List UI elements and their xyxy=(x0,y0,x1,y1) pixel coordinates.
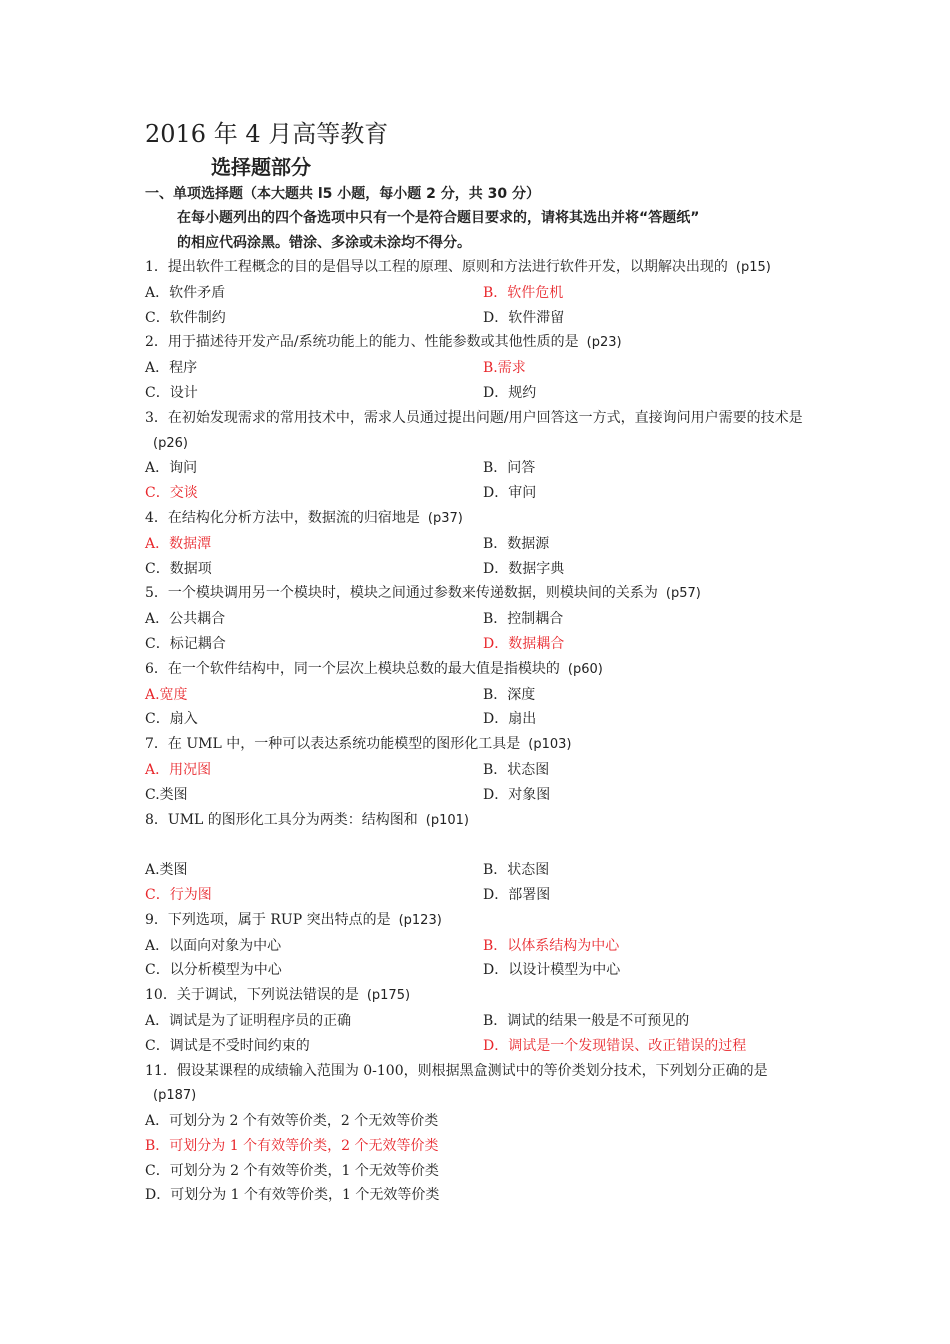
answer-option: D．对象图 xyxy=(483,786,551,803)
question-text: 9．下列选项，属于 RUP 突出特点的是 xyxy=(145,911,391,928)
correct-answer-option: C．行为图 xyxy=(145,886,212,903)
option-list xyxy=(145,1109,810,1208)
page-reference: (p175) xyxy=(366,988,411,1004)
question-item xyxy=(145,732,810,807)
answer-option: A．询问 xyxy=(145,460,198,477)
section-heading: 一、单项选择题（本大题共 l5 小题，每小题 2 分，共 30 分） xyxy=(145,186,541,202)
answer-option: A．公共耦合 xyxy=(145,611,226,628)
page-reference: (p57) xyxy=(665,586,701,602)
question-text: 3．在初始发现需求的常用技术中，需求人员通过提出问题/用户回答这一方式，直接询问用户需要的技术是 xyxy=(145,409,803,426)
question-item xyxy=(145,1059,810,1209)
question-stem xyxy=(145,406,810,457)
question-list xyxy=(145,255,810,1208)
question-text: 8．UML 的图形化工具分为两类：结构图和 xyxy=(145,811,418,828)
option-list xyxy=(145,356,810,406)
answer-option: C．数据项 xyxy=(145,560,212,577)
question-item xyxy=(145,506,810,581)
answer-option: A．程序 xyxy=(145,360,198,377)
answer-option: D．扇出 xyxy=(483,711,537,728)
page-reference: (p187) xyxy=(153,1088,197,1104)
question-stem xyxy=(145,506,810,532)
question-stem xyxy=(145,732,810,758)
option-list xyxy=(145,758,810,808)
answer-option: C.类图 xyxy=(145,786,188,803)
page-reference: (p26) xyxy=(153,435,188,451)
page-reference: (p60) xyxy=(567,661,603,677)
answer-option: A．可划分为 2 个有效等价类，2 个无效等价类 xyxy=(145,1113,439,1130)
option-list xyxy=(145,683,810,733)
option-list xyxy=(145,934,810,984)
correct-answer-option: B．可划分为 1 个有效等价类，2 个无效等价类 xyxy=(145,1137,439,1154)
answer-option: C．可划分为 2 个有效等价类，1 个无效等价类 xyxy=(145,1162,439,1179)
answer-option: D．软件滞留 xyxy=(483,309,565,326)
question-item xyxy=(145,330,810,405)
answer-option: B．控制耦合 xyxy=(483,611,564,628)
instruction-line-1: 在每小题列出的四个备选项中只有一个是符合题目要求的，请将其选出并将“答题纸” xyxy=(177,210,700,226)
question-stem xyxy=(145,255,810,281)
answer-option: D．审问 xyxy=(483,485,537,502)
instruction-text xyxy=(145,206,810,255)
answer-option: A．以面向对象为中心 xyxy=(145,937,282,954)
option-list xyxy=(145,532,810,582)
page-reference: (p101) xyxy=(425,812,470,828)
question-stem xyxy=(145,657,810,683)
document-subtitle: 选择题部分 xyxy=(211,155,311,179)
blank-line xyxy=(145,833,810,858)
answer-option: B．问答 xyxy=(483,460,536,477)
correct-answer-option: B.需求 xyxy=(483,360,526,377)
correct-answer-option: D．数据耦合 xyxy=(483,635,565,652)
answer-option: B．数据源 xyxy=(483,535,550,552)
option-list xyxy=(145,456,810,506)
option-list xyxy=(145,281,810,331)
question-item xyxy=(145,808,810,908)
question-item xyxy=(145,657,810,732)
question-stem xyxy=(145,808,810,834)
answer-option: B．状态图 xyxy=(483,862,550,879)
answer-option: D．可划分为 1 个有效等价类，1 个无效等价类 xyxy=(145,1187,440,1204)
answer-option: D．以设计模型为中心 xyxy=(483,962,621,979)
question-item xyxy=(145,581,810,656)
question-stem xyxy=(145,1059,810,1110)
answer-option: C．以分析模型为中心 xyxy=(145,962,282,979)
answer-option: C．调试是不受时间约束的 xyxy=(145,1037,310,1054)
answer-option: B．调试的结果一般是不可预见的 xyxy=(483,1012,690,1029)
correct-answer-option: A．用况图 xyxy=(145,761,212,778)
page-reference: (p37) xyxy=(427,510,463,526)
answer-option: A.类图 xyxy=(145,862,188,879)
correct-answer-option: B．以体系结构为中心 xyxy=(483,937,620,954)
answer-option: C．标记耦合 xyxy=(145,635,226,652)
answer-option: A．调试是为了证明程序员的正确 xyxy=(145,1012,352,1029)
page-reference: (p23) xyxy=(586,335,622,351)
correct-answer-option: C．交谈 xyxy=(145,485,198,502)
question-stem xyxy=(145,581,810,607)
question-item xyxy=(145,406,810,506)
question-text: 10．关于调试，下列说法错误的是 xyxy=(145,987,359,1004)
question-text: 5．一个模块调用另一个模块时，模块之间通过参数来传递数据，则模块间的关系为 xyxy=(145,585,658,602)
option-list xyxy=(145,858,810,908)
answer-option: C．扇入 xyxy=(145,711,198,728)
question-text: 1．提出软件工程概念的目的是倡导以工程的原理、原则和方法进行软件开发，以期解决出现的 xyxy=(145,259,728,275)
answer-option: B．状态图 xyxy=(483,761,550,778)
question-item xyxy=(145,908,810,983)
correct-answer-option: D．调试是一个发现错误、改正错误的过程 xyxy=(483,1037,747,1054)
instruction-line-2: 的相应代码涂黑。错涂、多涂或未涂均不得分。 xyxy=(177,234,471,251)
answer-option: B．深度 xyxy=(483,686,536,703)
question-stem xyxy=(145,330,810,356)
question-stem xyxy=(145,908,810,934)
correct-answer-option: A．数据潭 xyxy=(145,535,212,552)
option-list xyxy=(145,1009,810,1059)
question-text: 2．用于描述待开发产品/系统功能上的能力、性能参数或其他性质的是 xyxy=(145,334,579,351)
document-page xyxy=(145,118,810,1208)
page-reference: (p103) xyxy=(528,737,572,753)
correct-answer-option: A.宽度 xyxy=(145,686,188,703)
correct-answer-option: B．软件危机 xyxy=(483,284,564,301)
option-list xyxy=(145,607,810,657)
answer-option: D．规约 xyxy=(483,384,537,401)
question-text: 6．在一个软件结构中，同一个层次上模块总数的最大值是指模块的 xyxy=(145,660,560,677)
answer-option: C．设计 xyxy=(145,384,198,401)
question-item xyxy=(145,255,810,330)
question-text: 11．假设某课程的成绩输入范围为 0-100，则根据黑盒测试中的等价类划分技术，下列划分正确的是 xyxy=(145,1062,768,1079)
question-text: 7．在 UML 中，一种可以表达系统功能模型的图形化工具是 xyxy=(145,736,521,753)
question-stem xyxy=(145,983,810,1009)
page-reference: (p123) xyxy=(398,912,442,928)
answer-option: A．软件矛盾 xyxy=(145,284,226,301)
document-title: 2016 年 4 月高等教育 xyxy=(145,120,389,148)
answer-option: D．部署图 xyxy=(483,886,551,903)
question-text: 4．在结构化分析方法中，数据流的归宿地是 xyxy=(145,509,420,526)
answer-option: D．数据字典 xyxy=(483,560,565,577)
question-item xyxy=(145,983,810,1058)
page-reference: (p15) xyxy=(735,260,771,275)
answer-option: C．软件制约 xyxy=(145,309,226,326)
